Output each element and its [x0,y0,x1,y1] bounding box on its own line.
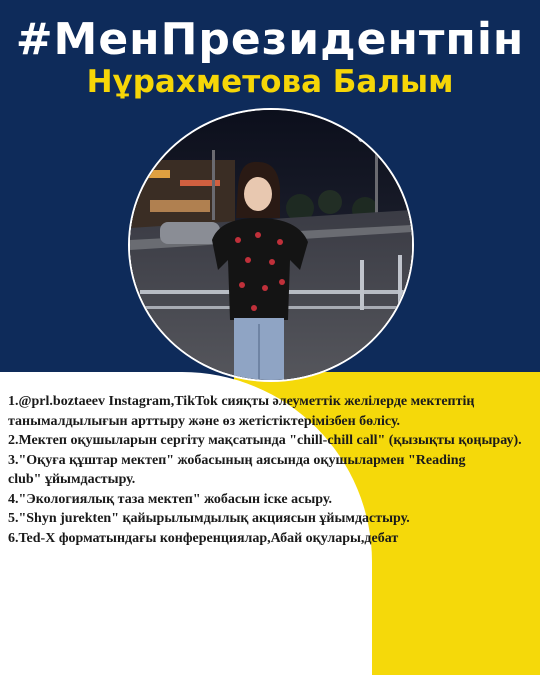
list-item: club" ұйымдастыру. [8,472,136,487]
list-item: 6.Ted-X форматындағы конференциялар,Абай оқулары,дебат [8,530,399,546]
promise-list [8,392,536,548]
list-item: 2.Мектеп оқушыларын сергіту мақсатында "chill-chill call" (қызықты қоңырау). [8,433,522,448]
list-item: 4."Экологиялық таза мектеп" жобасын іске асыру. [8,491,332,507]
portrait-photo [128,108,414,382]
hashtag-title: #МенПрезидентпін [15,14,525,65]
candidate-name: Нұрахметова Балым [86,64,454,100]
list-item: 1.@prl.boztaeev Instagram,TikTok сияқты әлеуметтік желілерде мектептің танымалдылығын арттыру және өз жетістіктерімізбен бөлісу. [8,394,475,429]
list-item: 5."Shyn jurekten" қайырылымдылық акциясын ұйымдастыру. [8,511,410,526]
list-item: 3."Оқуға құштар мектеп" жобасының аясында оқушылармен "Reading [8,452,466,468]
